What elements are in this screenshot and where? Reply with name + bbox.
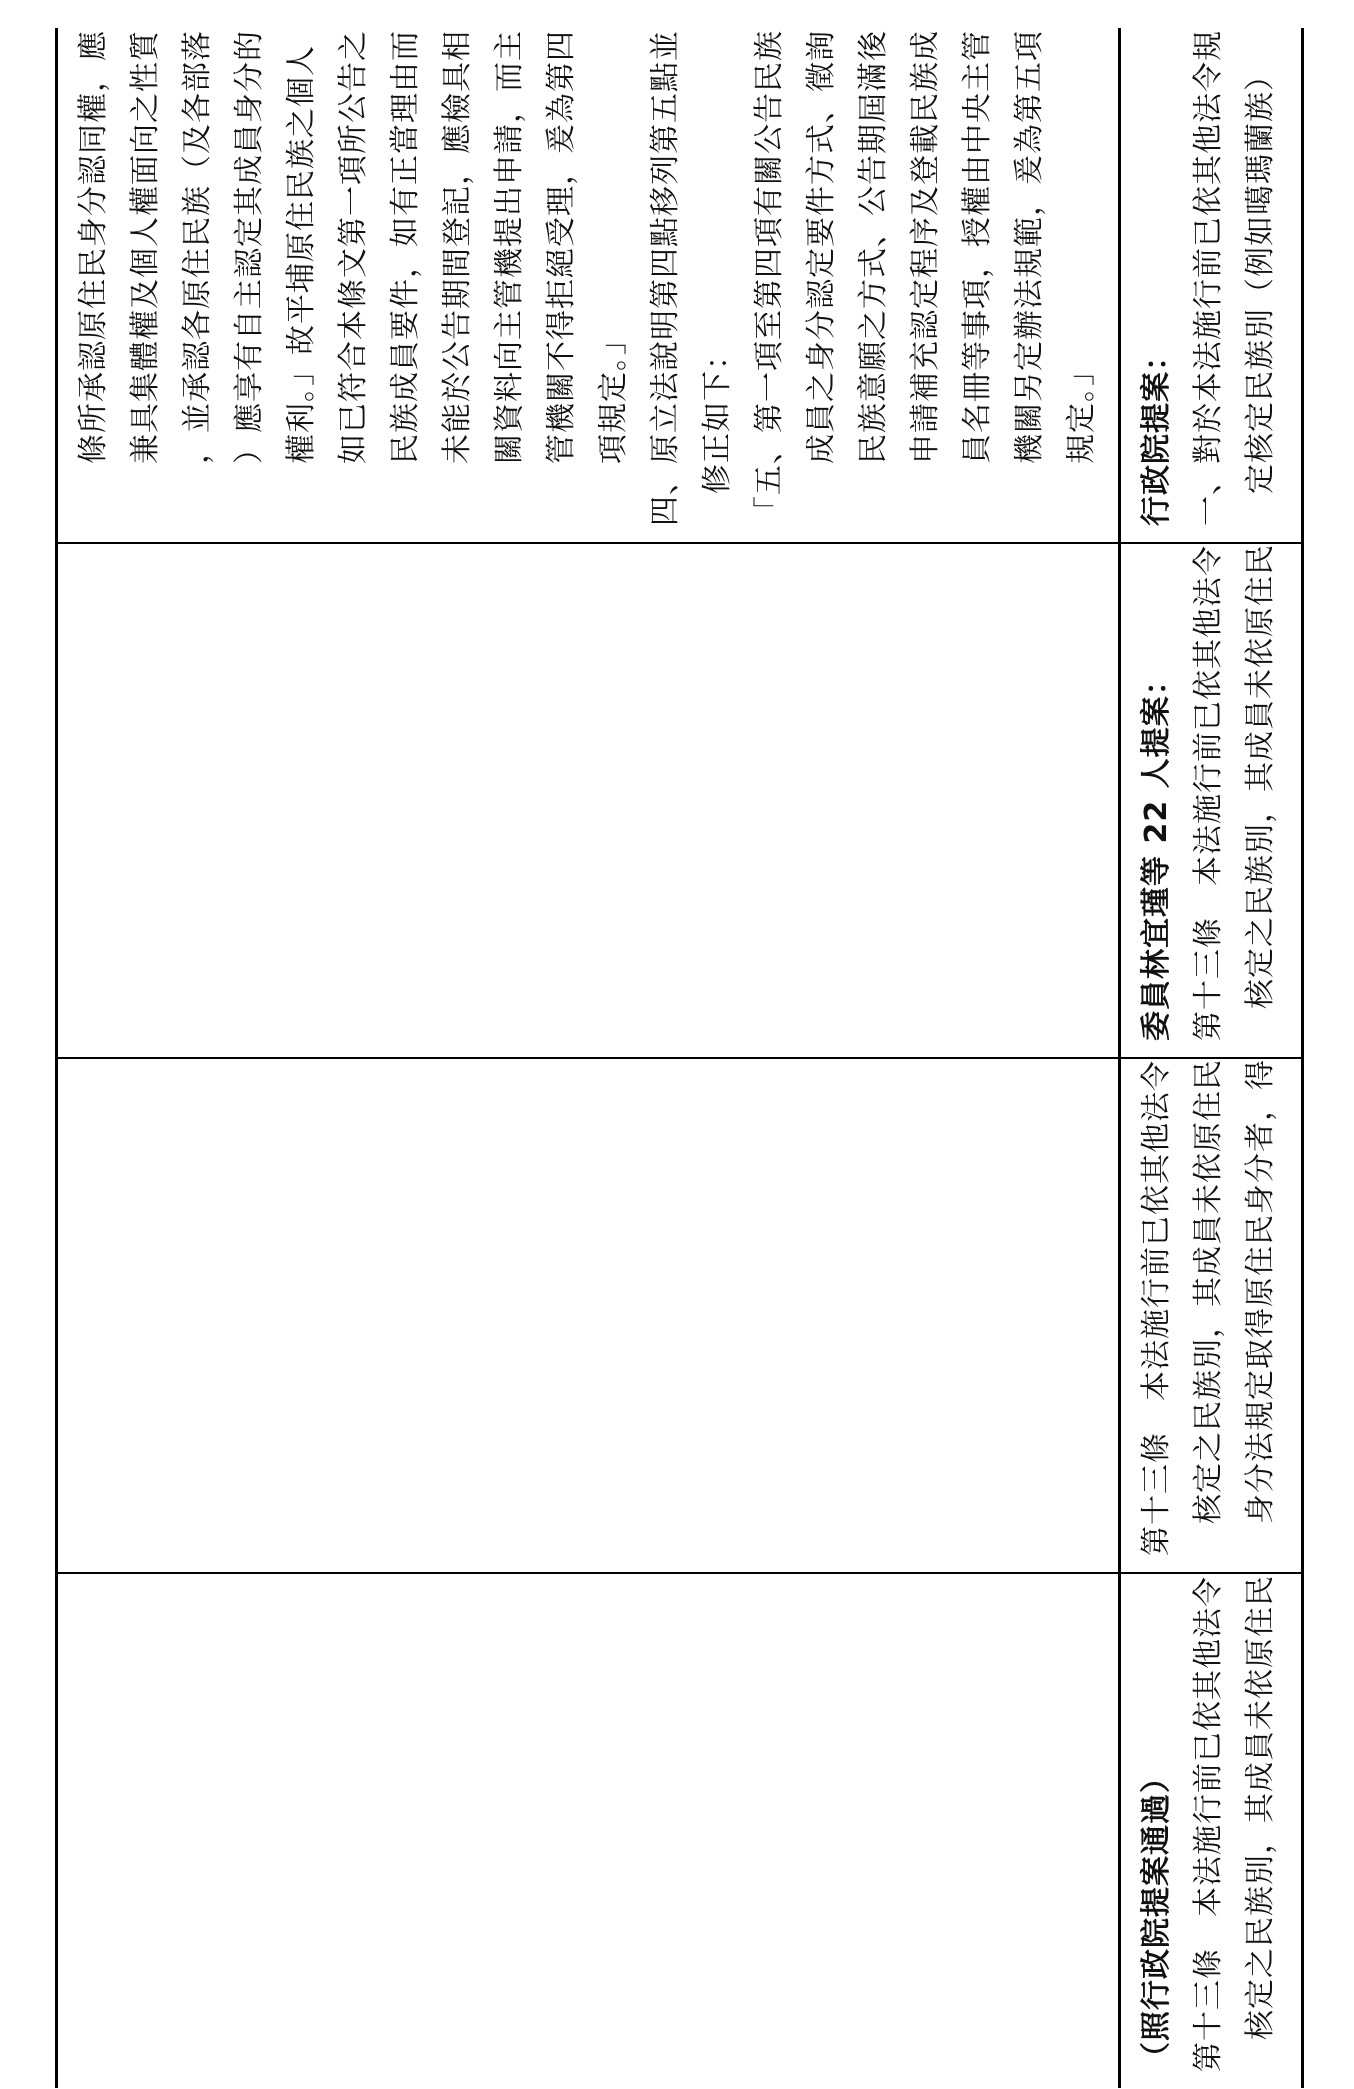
table-cell-col2-upper <box>57 1058 1120 1573</box>
explanation-line: ）應享有自主認定其成員身分的 <box>232 30 267 464</box>
explanation-line: 規定。」 <box>1064 355 1099 464</box>
explanation-line: 四、原立法說明第四點移列第五點並 <box>648 30 683 526</box>
explanation-line: 成員之身分認定要件方式、徵詢 <box>804 30 839 464</box>
table-cell-col3-lower <box>1120 543 1303 1058</box>
explanation-line: 機關另定辦法規範，爰為第五項 <box>1012 30 1047 464</box>
table-cell-col3-upper <box>57 543 1120 1058</box>
table-cell-col1-lower <box>1120 1573 1303 2088</box>
article-line: 第十三條 本法施行前已依其他法令 <box>1191 1576 1226 2072</box>
article-line: 第十三條 本法施行前已依其他法令 <box>1139 1060 1174 1556</box>
explanation-line: 定核定民族別（例如噶瑪蘭族） <box>1243 60 1278 494</box>
article-line: 第十三條 本法施行前已依其他法令 <box>1191 545 1226 1041</box>
table-cell-col4-lower <box>1120 28 1303 543</box>
table-cell-col2-lower <box>1120 1058 1303 1573</box>
table-cell-col1-upper <box>57 1573 1120 2088</box>
explanation-line: 「五、第一項至第四項有關公告民族 <box>752 30 787 526</box>
explanation-line: 項規定。」 <box>596 324 631 464</box>
explanation-line: 民族意願之方式、公告期屆滿後 <box>856 30 891 464</box>
explanation-line: 條所承認原住民身分認同權，應 <box>76 30 111 464</box>
article-line: 核定之民族別，其成員未依原住民 <box>1243 1575 1278 2040</box>
section-header: 委員林宜瑾等 22 人提案： <box>1139 664 1174 1041</box>
article-line: 核定之民族別，其成員未依原住民 <box>1191 1059 1226 1524</box>
explanation-line: 修正如下： <box>700 339 735 494</box>
explanation-line: ，並承認各原住民族（及各部落 <box>180 30 215 464</box>
explanation-line: 申請補充認定程序及登載民族成 <box>908 30 943 464</box>
explanation-line: 未能於公告期間登記，應檢具相 <box>440 30 475 464</box>
explanation-line: 關資料向主管機提出申請，而主 <box>492 30 527 464</box>
section-header: 行政院提案： <box>1139 340 1174 526</box>
article-line: 身分法規定取得原住民身分者，得 <box>1243 1059 1278 1524</box>
explanation-line: 一、對於本法施行前已依其他法令規 <box>1191 30 1226 526</box>
section-header: （照行政院提案通過） <box>1139 1762 1174 2072</box>
comparison-table <box>55 28 1304 2088</box>
explanation-line: 如已符合本條文第一項所公告之 <box>336 30 371 464</box>
explanation-line: 員名冊等事項，授權由中央主管 <box>960 30 995 464</box>
explanation-line: 兼具集體權及個人權面向之性質 <box>128 30 163 464</box>
rotated-document-page <box>55 28 1283 2088</box>
table-cell-col4-upper <box>57 28 1120 543</box>
article-line: 核定之民族別，其成員未依原住民 <box>1243 544 1278 1009</box>
explanation-line: 權利。」故平埔原住民族之個人 <box>284 45 319 464</box>
explanation-line: 民族成員要件，如有正當理由而 <box>388 30 423 464</box>
explanation-line: 管機關不得拒絕受理，爰為第四 <box>544 30 579 464</box>
